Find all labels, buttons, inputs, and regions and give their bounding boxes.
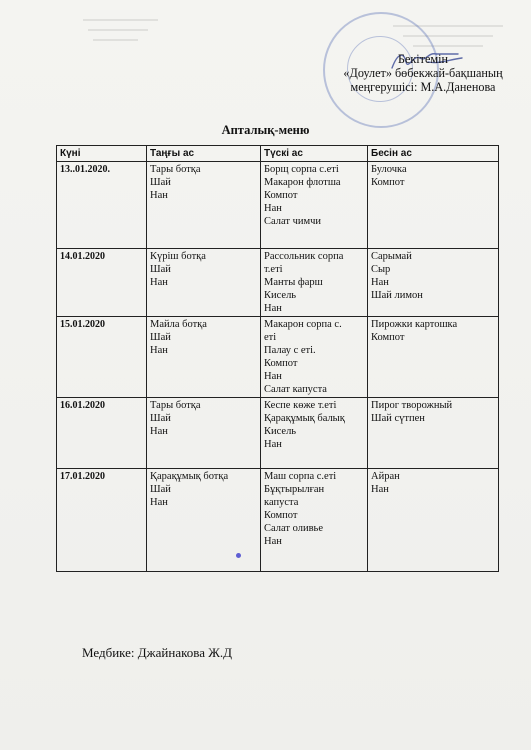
table-header-row — [57, 146, 499, 162]
menu-item: еті — [264, 332, 277, 343]
row-breakfast — [147, 398, 261, 469]
menu-item: Компот — [264, 510, 298, 521]
menu-item: Шай — [150, 177, 171, 188]
menu-item: Қарақұмық ботқа — [150, 471, 229, 482]
menu-item: Нан — [371, 277, 389, 288]
menu-item: Сарымай — [371, 251, 412, 262]
approval-line-3: меңгерушісі: М.А.Даненова — [350, 80, 496, 94]
row-breakfast — [147, 162, 261, 249]
row-date: 15.01.2020 — [57, 317, 147, 398]
menu-item: Нан — [150, 497, 168, 508]
menu-item: Нан — [150, 345, 168, 356]
menu-item: Макарон флотша — [264, 177, 341, 188]
table-row — [57, 317, 499, 398]
menu-item: Кеспе көже т.еті — [264, 400, 337, 411]
menu-item: Шай — [150, 484, 171, 495]
weekly-menu-table — [56, 145, 499, 572]
menu-item: Компот — [371, 177, 405, 188]
row-breakfast — [147, 469, 261, 572]
menu-item: Пирожки картошка — [371, 319, 458, 330]
row-snack — [368, 162, 499, 249]
menu-item: Пирог творожный — [371, 400, 453, 411]
menu-item: Рассольник сорпа — [264, 251, 344, 262]
ink-dot — [236, 553, 241, 558]
row-lunch — [261, 317, 368, 398]
menu-item: Нан — [264, 439, 282, 450]
menu-item: Шай — [150, 264, 171, 275]
menu-item: Бұқтырылған — [264, 484, 325, 495]
menu-item: Манты фарш — [264, 277, 323, 288]
menu-item: Компот — [264, 190, 298, 201]
menu-item: Күріш ботқа — [150, 251, 206, 262]
table-row — [57, 249, 499, 317]
menu-item: Шай лимон — [371, 290, 423, 301]
row-snack — [368, 469, 499, 572]
menu-item: Майла ботқа — [150, 319, 207, 330]
menu-item: Салат капуста — [264, 384, 327, 395]
menu-item: Кисель — [264, 290, 297, 301]
menu-item: Макарон сорпа с. — [264, 319, 342, 330]
menu-item: Салат чимчи — [264, 216, 322, 227]
approval-line-1: Бекітемін — [397, 52, 449, 66]
row-lunch — [261, 162, 368, 249]
menu-item: Тары ботқа — [150, 400, 201, 411]
row-lunch — [261, 398, 368, 469]
menu-item: Тары ботқа — [150, 164, 201, 175]
row-snack — [368, 398, 499, 469]
row-lunch — [261, 249, 368, 317]
menu-item: Нан — [371, 484, 389, 495]
menu-item: Маш сорпа с.еті — [264, 471, 337, 482]
row-snack — [368, 249, 499, 317]
row-breakfast — [147, 249, 261, 317]
header-snack: Бесін ас — [368, 146, 499, 162]
header-lunch: Түскі ас — [261, 146, 368, 162]
menu-item: Компот — [264, 358, 298, 369]
row-snack — [368, 317, 499, 398]
menu-item: Нан — [150, 426, 168, 437]
faint-text-bleed — [78, 12, 168, 52]
menu-item: Қарақұмық балық — [264, 413, 345, 424]
menu-item: Кисель — [264, 426, 297, 437]
menu-item: Нан — [264, 371, 282, 382]
menu-item: Нан — [264, 203, 282, 214]
row-date: 16.01.2020 — [57, 398, 147, 469]
menu-item: Шай сүтпен — [371, 413, 425, 424]
menu-item: Салат оливье — [264, 523, 323, 534]
nurse-signature-line: Медбике: Джайнакова Ж.Д — [82, 645, 233, 660]
row-lunch — [261, 469, 368, 572]
menu-item: Айран — [371, 471, 400, 482]
menu-item: Борщ сорпа с.еті — [264, 164, 339, 175]
table-row — [57, 469, 499, 572]
table-row — [57, 162, 499, 249]
header-breakfast: Таңғы ас — [147, 146, 261, 162]
row-date: 14.01.2020 — [57, 249, 147, 317]
menu-item: Шай — [150, 413, 171, 424]
row-breakfast — [147, 317, 261, 398]
menu-item: Шай — [150, 332, 171, 343]
menu-item: Компот — [371, 332, 405, 343]
table-row — [57, 398, 499, 469]
menu-item: Нан — [264, 303, 282, 314]
menu-item: Нан — [264, 536, 282, 547]
row-date: 17.01.2020 — [57, 469, 147, 572]
approval-block — [318, 52, 528, 94]
menu-item: Булочка — [371, 164, 407, 175]
menu-item: Сыр — [371, 264, 391, 275]
menu-item: т.еті — [264, 264, 283, 275]
menu-item: Палау с еті. — [264, 345, 316, 356]
menu-item: Нан — [150, 277, 168, 288]
row-date: 13..01.2020. — [57, 162, 147, 249]
menu-item: Нан — [150, 190, 168, 201]
menu-item: капуста — [264, 497, 299, 508]
header-day: Күні — [57, 146, 147, 162]
page-title: Апталық-меню — [221, 123, 310, 137]
approval-line-2: «Доулет» бөбекжай-бақшаның — [343, 66, 503, 80]
